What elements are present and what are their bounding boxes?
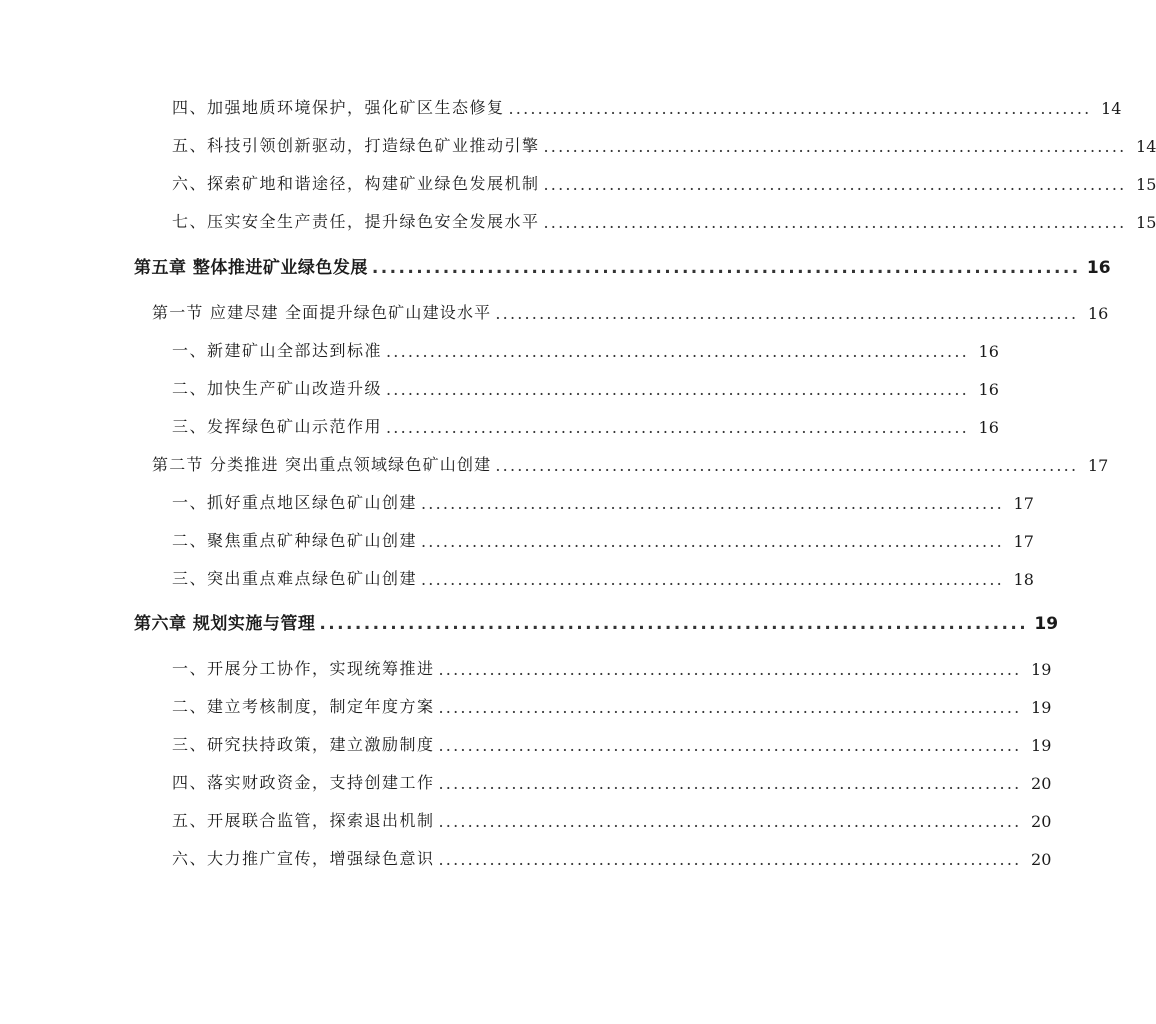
dot-leader: ................................................................................ (438, 660, 1022, 679)
toc-entry-title: 五、科技引领创新驱动，打造绿色矿业推动引擎 (172, 136, 540, 155)
toc-entry[interactable] (172, 565, 1034, 589)
dot-leader: ................................................................................ (386, 418, 969, 437)
toc-entry[interactable] (172, 807, 1052, 831)
toc-page-number: 20 (1031, 812, 1052, 831)
toc-entry-title: 一、抓好重点地区绿色矿山创建 (172, 493, 418, 512)
dot-leader: ................................................................................ (421, 532, 1004, 551)
dot-leader: ................................................................................ (543, 213, 1127, 232)
toc-section-title: 第一节 应建尽建 全面提升绿色矿山建设水平 (152, 303, 492, 322)
dot-leader: ................................................................................ (319, 614, 1029, 634)
toc-entry[interactable] (172, 94, 1122, 118)
toc-page-number: 15 (1136, 175, 1156, 194)
toc-entry[interactable] (172, 337, 999, 361)
toc-entry[interactable] (172, 375, 999, 399)
toc-page-number: 20 (1031, 774, 1052, 793)
toc-entry-title: 一、开展分工协作，实现统筹推进 (172, 659, 435, 678)
toc-entry[interactable] (172, 489, 1034, 513)
dot-leader: ................................................................................ (508, 99, 1092, 118)
toc-section-title: 第二节 分类推进 突出重点领域绿色矿山创建 (152, 455, 492, 474)
dot-leader: ................................................................................ (386, 342, 969, 361)
toc-page-number: 17 (1013, 494, 1034, 513)
toc-entry[interactable] (172, 769, 1052, 793)
toc-chapter-entry[interactable] (134, 610, 1059, 634)
toc-entry[interactable] (172, 170, 1156, 194)
toc-entry-title: 二、聚焦重点矿种绿色矿山创建 (172, 531, 418, 550)
toc-entry-title: 二、加快生产矿山改造升级 (172, 379, 383, 398)
toc-entry[interactable] (172, 731, 1052, 755)
toc-chapter-title: 第五章 整体推进矿业绿色发展 (134, 258, 368, 278)
toc-chapter-entry[interactable] (134, 254, 1111, 278)
toc-entry-title: 四、加强地质环境保护，强化矿区生态修复 (172, 98, 505, 117)
toc-page-number: 16 (978, 380, 999, 399)
toc-entry[interactable] (172, 845, 1052, 869)
toc-entry[interactable] (172, 413, 999, 437)
toc-page-number: 14 (1101, 99, 1122, 118)
dot-leader: ................................................................................ (495, 304, 1079, 323)
toc-entry[interactable] (172, 208, 1156, 232)
toc-page-number: 16 (978, 342, 999, 361)
toc-page-number: 18 (1013, 570, 1034, 589)
toc-entry-title: 七、压实安全生产责任，提升绿色安全发展水平 (172, 212, 540, 231)
toc-entry[interactable] (172, 527, 1034, 551)
dot-leader: ................................................................................ (495, 456, 1079, 475)
toc-entry-title: 一、新建矿山全部达到标准 (172, 341, 383, 360)
toc-page-number: 16 (1086, 258, 1111, 278)
toc-entry-title: 三、发挥绿色矿山示范作用 (172, 417, 383, 436)
toc-entry[interactable] (172, 655, 1052, 679)
dot-leader: ................................................................................ (386, 380, 969, 399)
toc-page-number: 16 (1087, 304, 1109, 323)
toc-page-number: 19 (1031, 736, 1052, 755)
toc-entry-title: 二、建立考核制度，制定年度方案 (172, 697, 435, 716)
dot-leader: ................................................................................ (438, 812, 1022, 831)
dot-leader: ................................................................................ (438, 698, 1022, 717)
toc-section-entry[interactable] (152, 299, 1109, 323)
toc-page-number: 17 (1013, 532, 1034, 551)
toc-page-number: 19 (1034, 614, 1059, 634)
toc-page-number: 19 (1031, 698, 1052, 717)
toc-page-number: 19 (1031, 660, 1052, 679)
toc-chapter-title: 第六章 规划实施与管理 (134, 614, 316, 634)
toc-entry[interactable] (172, 693, 1052, 717)
dot-leader: ................................................................................ (371, 258, 1081, 278)
toc-entry-title: 六、大力推广宣传，增强绿色意识 (172, 849, 435, 868)
toc-entry[interactable] (172, 132, 1156, 156)
dot-leader: ................................................................................ (421, 570, 1004, 589)
toc-page-number: 20 (1031, 850, 1052, 869)
dot-leader: ................................................................................ (438, 736, 1022, 755)
dot-leader: ................................................................................ (438, 850, 1022, 869)
dot-leader: ................................................................................ (543, 137, 1127, 156)
toc-entry-title: 四、落实财政资金，支持创建工作 (172, 773, 435, 792)
toc-entry-title: 六、探索矿地和谐途径，构建矿业绿色发展机制 (172, 174, 540, 193)
toc-page-number: 15 (1136, 213, 1156, 232)
toc-page-number: 16 (978, 418, 999, 437)
toc-entry-title: 五、开展联合监管，探索退出机制 (172, 811, 435, 830)
toc-entry-title: 三、突出重点难点绿色矿山创建 (172, 569, 418, 588)
toc-section-entry[interactable] (152, 451, 1109, 475)
toc-page-number: 17 (1087, 456, 1109, 475)
dot-leader: ................................................................................ (438, 774, 1022, 793)
toc-entry-title: 三、研究扶持政策，建立激励制度 (172, 735, 435, 754)
toc-page-number: 14 (1136, 137, 1156, 156)
dot-leader: ................................................................................ (543, 175, 1127, 194)
dot-leader: ................................................................................ (421, 494, 1004, 513)
